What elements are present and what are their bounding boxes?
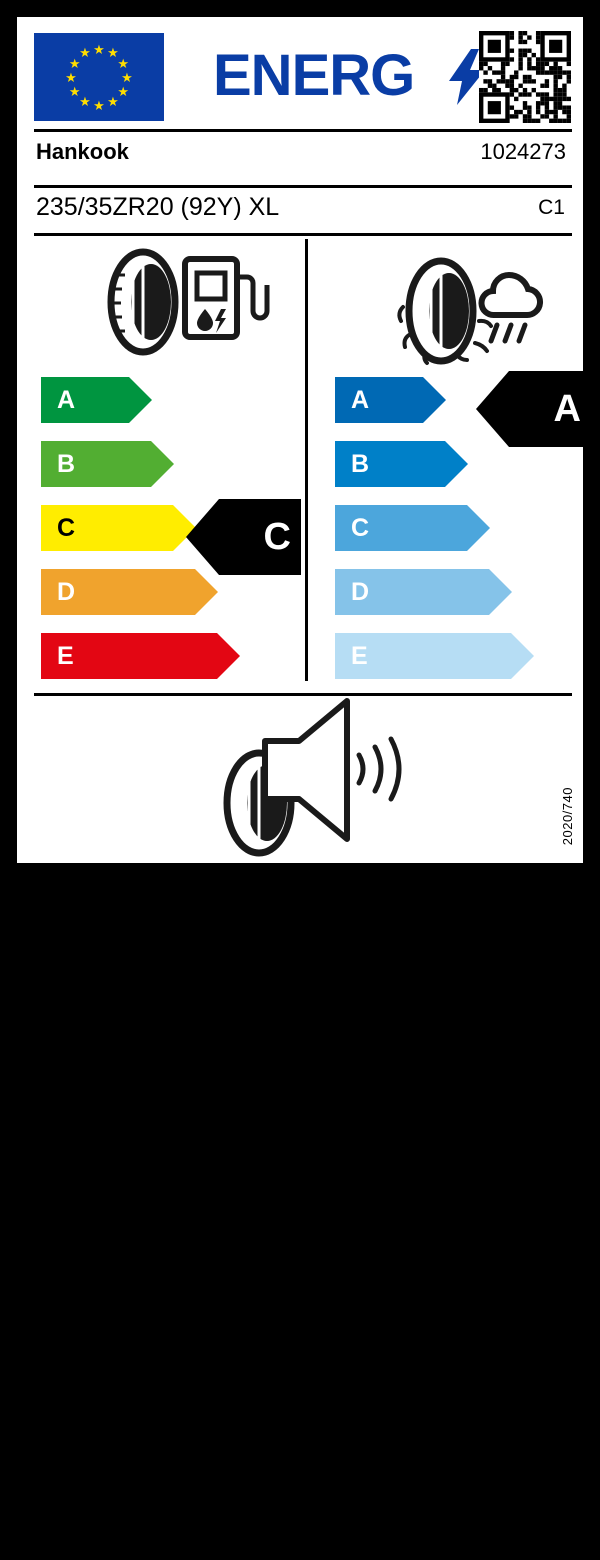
grade-arrow-e: E (335, 633, 511, 679)
tyre-energy-label (14, 14, 586, 1559)
speaker-tyre-icon (207, 711, 427, 861)
noise-class-scale (293, 1529, 345, 1560)
grade-arrow-a: A (335, 377, 423, 423)
eu-star-icon: ★ (107, 93, 119, 109)
divider-2 (34, 185, 572, 188)
noise-number: 72 (265, 1453, 299, 1486)
wet-grip-selected-badge: A (509, 371, 591, 447)
eu-star-icon: ★ (93, 41, 105, 57)
grade-row (335, 441, 511, 487)
date-code: 2020/740 (560, 786, 575, 845)
qr-code-icon (479, 31, 571, 123)
grade-arrow-b: B (41, 441, 151, 487)
grade-row (335, 505, 511, 551)
grade-row (41, 569, 217, 615)
fuel-pump-tyre-icon (93, 247, 263, 357)
grade-arrow-b: B (335, 441, 445, 487)
grade-row (335, 633, 511, 679)
eu-star-icon: ★ (117, 83, 130, 99)
noise-class-c: C (328, 1535, 345, 1558)
grade-arrow-d: D (41, 569, 195, 615)
tyre-class: C1 (538, 196, 565, 219)
grade-row (41, 377, 217, 423)
eu-star-icon: ★ (117, 55, 130, 71)
product-code: 1024273 (480, 139, 566, 164)
divider-1 (34, 129, 572, 132)
fuel-efficiency-selected-badge: C (219, 499, 301, 575)
noise-class-a: A (293, 1535, 309, 1558)
grade-arrow-d: D (335, 569, 489, 615)
grade-arrow-c: C (41, 505, 173, 551)
divider-vertical (305, 239, 308, 681)
eu-star-icon: ★ (65, 69, 77, 85)
brand-name: Hankook (36, 139, 129, 164)
divider-3 (34, 233, 572, 236)
grade-row (41, 633, 217, 679)
eu-flag-icon (34, 33, 164, 121)
eu-star-icon: ★ (107, 45, 119, 61)
eu-star-icon: ★ (121, 69, 133, 85)
eu-star-icon: ★ (68, 83, 81, 99)
page-title: ENERG (213, 43, 415, 108)
noise-value (265, 1453, 322, 1487)
grade-arrow-a: A (41, 377, 129, 423)
grade-arrow-c: C (335, 505, 467, 551)
noise-unit: dB (298, 1463, 322, 1484)
noise-section (17, 703, 583, 1559)
eu-star-icon: ★ (93, 97, 105, 113)
grade-row (335, 569, 511, 615)
eu-star-icon: ★ (68, 55, 81, 71)
rain-cloud-tyre-icon (389, 249, 549, 369)
grade-row (41, 441, 217, 487)
eu-star-icon: ★ (79, 45, 91, 61)
grade-arrow-e: E (41, 633, 217, 679)
eu-star-icon: ★ (79, 93, 91, 109)
tyre-size: 235/35ZR20 (92Y) XL (36, 193, 280, 221)
divider-4 (34, 693, 572, 696)
noise-class-selected: B (308, 1529, 329, 1559)
label-header (17, 17, 583, 123)
